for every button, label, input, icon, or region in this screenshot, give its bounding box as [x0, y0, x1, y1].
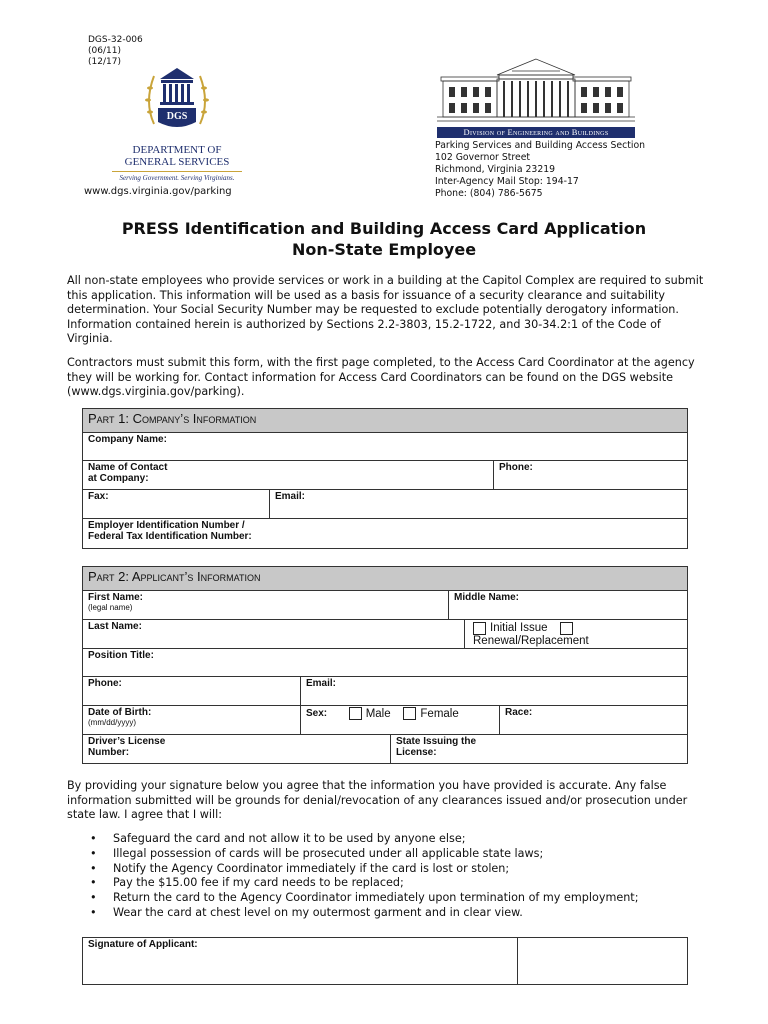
form-number: DGS-32-006	[88, 35, 143, 45]
list-item: • Wear the card at chest level on my outermost garment and in clear view.	[90, 906, 710, 921]
renewal-checkbox[interactable]	[560, 622, 573, 635]
initial-issue-checkbox[interactable]	[473, 622, 486, 635]
applicant-email-field[interactable]: Email:	[301, 677, 688, 706]
position-title-field[interactable]: Position Title:	[83, 649, 688, 677]
intro-paragraph: All non-state employees who provide services or work in a building at the Capitol Complex are required to submit this application. This information will be used as a basis for issuance of a security clearance and suitability determination. Your Social Security Number may be requested to exclude potentially derogatory information. Information contained herein is authorized by Sections 2.2-3803, 15.2-1722, and 30-34.2:1 of the Code of Virginia.	[67, 274, 704, 346]
list-item: • Notify the Agency Coordinator immediately if the card is lost or stolen;	[90, 862, 710, 877]
dgs-seal-icon	[142, 62, 212, 136]
company-phone-field[interactable]: Phone:	[494, 461, 688, 490]
sex-field: Sex: Male Female	[301, 706, 500, 735]
state-issuing-field[interactable]: State Issuing the License:	[391, 735, 688, 764]
section-address: Parking Services and Building Access Section 102 Governor Street Richmond, Virginia 23219 Inter-Agency Mail Stop: 194-17 Phone: (804) 786-5675	[435, 140, 646, 199]
middle-name-field[interactable]: Middle Name:	[449, 591, 688, 620]
website-link[interactable]: www.dgs.virginia.gov/parking	[84, 186, 232, 197]
form-revision-1: (06/11)	[88, 46, 121, 56]
signature-date-field[interactable]	[518, 938, 688, 985]
drivers-license-field[interactable]: Driver’s License Number:	[83, 735, 391, 764]
female-checkbox[interactable]	[403, 707, 416, 720]
race-field[interactable]: Race:	[500, 706, 688, 735]
page-title: PRESS Identification and Building Access Card Application Non-State Employee	[121, 219, 647, 259]
issue-type-options: Initial Issue Renewal/Replacement	[465, 620, 688, 649]
fax-field[interactable]: Fax:	[83, 490, 270, 519]
agreement-paragraph: By providing your signature below you agree that the information you have provided is accurate. Any false information submitted will be grounds for denial/revocation of any clearances issued and/or prosecution under state law. I agree that I will:	[67, 779, 688, 822]
agreement-list	[90, 832, 710, 921]
svg-text:DGS: DGS	[166, 111, 188, 122]
part1-company-table	[82, 408, 688, 549]
dgs-logo	[112, 62, 242, 182]
capitol-building-icon	[437, 55, 635, 127]
part2-applicant-table	[82, 566, 688, 764]
form-revision-2: (12/17)	[88, 57, 121, 67]
company-email-field[interactable]: Email:	[270, 490, 688, 519]
dgs-tagline: Serving Government. Serving Virginians.	[112, 171, 242, 182]
part2-header: Part 2: Applicant’s Information	[83, 567, 688, 591]
date-of-birth-field[interactable]: Date of Birth: (mm/dd/yyyy)	[83, 706, 301, 735]
ein-field[interactable]: Employer Identification Number / Federal Tax Identification Number:	[83, 519, 688, 549]
male-checkbox[interactable]	[349, 707, 362, 720]
department-name: DEPARTMENT OF GENERAL SERVICES	[124, 144, 230, 168]
list-item: • Safeguard the card and not allow it to be used by anyone else;	[90, 832, 710, 847]
contractors-paragraph: Contractors must submit this form, with the first page completed, to the Access Card Coordinator at the agency they will be working for. Contact information for Access Card Coordinators can be found on the DGS website (www.dgs.virginia.gov/parking).	[67, 356, 695, 399]
list-item: • Pay the $15.00 fee if my card needs to be replaced;	[90, 876, 710, 891]
last-name-field[interactable]: Last Name:	[83, 620, 465, 649]
company-name-field[interactable]: Company Name:	[83, 433, 688, 461]
part1-header: Part 1: Company’s Information	[83, 409, 688, 433]
first-name-field[interactable]: First Name: (legal name)	[83, 591, 449, 620]
contact-name-field[interactable]: Name of Contact at Company:	[83, 461, 494, 490]
signature-field[interactable]: Signature of Applicant:	[83, 938, 518, 985]
list-item: • Return the card to the Agency Coordinator immediately upon termination of my employment;	[90, 891, 710, 906]
applicant-phone-field[interactable]: Phone:	[83, 677, 301, 706]
division-banner: Division of Engineering and Buildings	[437, 127, 635, 138]
signature-table	[82, 937, 688, 985]
list-item: • Illegal possession of cards will be prosecuted under all applicable state laws;	[90, 847, 710, 862]
